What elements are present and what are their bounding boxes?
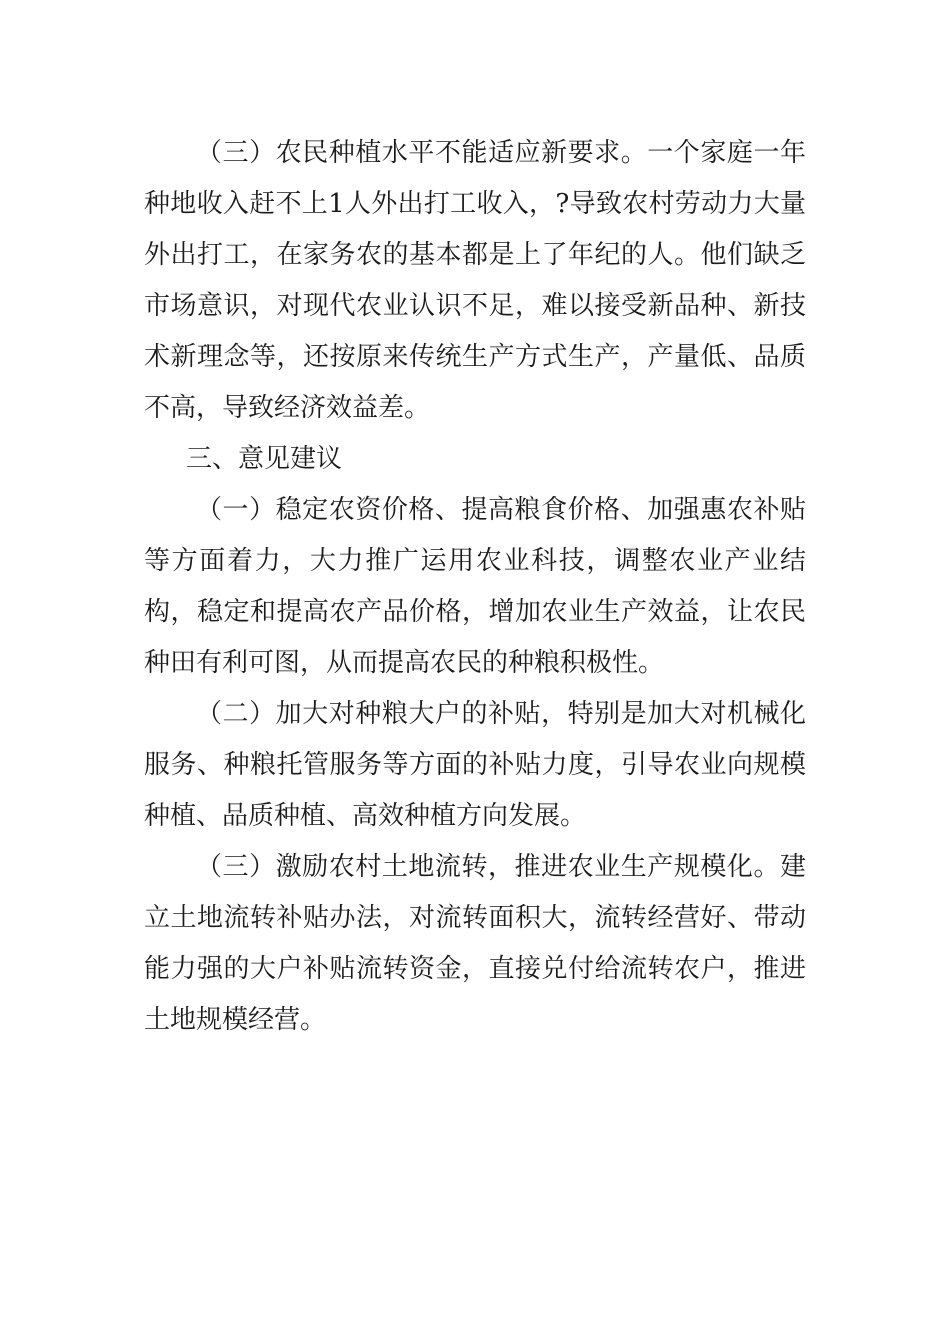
paragraph-suggestion-1: （一）稳定农资价格、提高粮食价格、加强惠农补贴等方面着力，大力推广运用农业科技，调整农业产业结构，稳定和提高农产品价格，增加农业生产效益，让农民种田有利可图，从而提高农民的种粮积极性。 (144, 495, 806, 678)
section-heading-suggestions: 三、意见建议 (186, 444, 343, 474)
document-body (144, 128, 806, 1046)
paragraph-farmer-skill: （三）农民种植水平不能适应新要求。一个家庭一年种地收入赶不上1人外出打工收入，?导致农村劳动力大量外出打工，在家务农的基本都是上了年纪的人。他们缺乏市场意识，对现代农业认识不足，难以接受新品种、新技术新理念等，还按原来传统生产方式生产，产量低、品质不高，导致经济效益差。 (144, 138, 806, 423)
paragraph-suggestion-3: （三）激励农村土地流转，推进农业生产规模化。建立土地流转补贴办法，对流转面积大，流转经营好、带动能力强的大户补贴流转资金，直接兑付给流转农户，推进土地规模经营。 (144, 852, 806, 1035)
paragraph-suggestion-2: （二）加大对种粮大户的补贴，特别是加大对机械化服务、种粮托管服务等方面的补贴力度，引导农业向规模种植、品质种植、高效种植方向发展。 (144, 699, 806, 831)
